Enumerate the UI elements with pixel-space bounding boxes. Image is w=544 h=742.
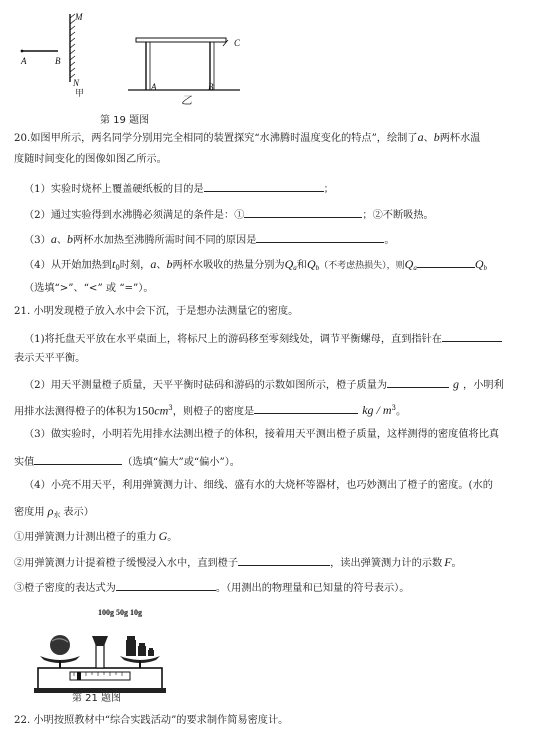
q21-s3-text: ③橙子密度的表达式为 <box>14 583 116 594</box>
q20-p2-mid: ；②不断吸热。 <box>362 210 434 221</box>
q21-p2-mass-blank[interactable] <box>387 376 449 388</box>
q21-p2-b2: ，则橙子的密度是 <box>172 406 255 418</box>
q20-var-a: a <box>417 130 424 144</box>
q20-p4-answer-blank[interactable] <box>417 256 475 268</box>
q20-p4-Qb: Q <box>306 257 316 271</box>
q21-s1-end: 。 <box>167 532 178 543</box>
q21-part2b <box>14 401 406 419</box>
q21-part1 <box>24 330 502 347</box>
q21-step3 <box>14 579 409 596</box>
figure-21-weights-label: 100g 50g 10g <box>98 608 142 617</box>
q20-p4-text: 两杯水吸收的热量分别为 <box>172 260 285 271</box>
q21-part4b <box>14 504 94 522</box>
q20-p4-pre: （4）从开始加热到 <box>24 260 112 271</box>
figure-19-caption: 第 19 题图 <box>100 115 150 126</box>
q20-p1-end: ； <box>323 184 334 195</box>
q20-part2 <box>24 206 434 223</box>
q21-p2-density-end: 。 <box>396 406 407 418</box>
q20-p2-answer-blank[interactable] <box>244 206 362 218</box>
q20-p4-Qb2: Q <box>474 257 484 271</box>
figure-19 <box>18 8 248 108</box>
label-A-yi: A <box>151 82 157 92</box>
q20-part1 <box>24 180 334 197</box>
q21-step2 <box>14 554 462 571</box>
q21-p2-volume-sup: 3 <box>168 404 173 412</box>
q21-s2-text: ②用弹簧测力计提着橙子缓慢浸入水中，直到橙子 <box>14 558 239 569</box>
q21-p4-text: （4）小亮不用天平，利用弹簧测力计、细线、盛有水的大烧杯等器材，也巧妙测出了橙子的密度。(水的 <box>24 480 493 491</box>
q21-s3-end: 。（用测出的物理量和已知量的符号表示）。 <box>215 583 410 594</box>
q20-p3-text: 两杯水加热至沸腾所需时间不同的原因是 <box>73 235 257 246</box>
q20-intro-end: 两杯水温 <box>439 133 481 144</box>
q21-p2-density-blank[interactable] <box>254 402 358 414</box>
q20-p3-a: a <box>50 232 57 246</box>
q21-p3-b: 实值 <box>14 457 35 468</box>
q21-s2-F: F <box>444 555 452 569</box>
question-22-intro <box>14 714 288 728</box>
q20-p4-mid: 时刻， <box>119 260 151 271</box>
q20-p4-Qb-sub: b <box>315 264 320 272</box>
q20-p4-t: t <box>111 257 116 271</box>
figure-19-yi-name: 乙 <box>181 94 192 107</box>
figure-19-jia-diagram <box>18 8 98 98</box>
q20-p3-b: b <box>67 232 74 246</box>
q20-p4-a: a <box>150 257 157 271</box>
q21-p3-text: （3）做实验时，小明若先用排水法测出橙子的体积，接着用天平测出橙子质量，这样测得的密度值将比真 <box>24 429 500 440</box>
q21-s2-answer-blank[interactable] <box>238 554 330 566</box>
q21-p3-b-end: （选填“偏大”或“偏小”）。 <box>122 457 240 468</box>
q20-part3 <box>24 231 395 248</box>
q21-p2-text: （2）用天平测量橙子质量，天平平衡时砝码和游码的示数如图所示，橙子质量为 <box>24 380 388 391</box>
q20-intro2: 度随时间变化的图像如图乙所示。 <box>14 154 167 165</box>
q20-p3-pre: （3） <box>24 235 51 246</box>
q21-p2-density-sup: 3 <box>391 404 397 412</box>
q21-p2-unit: g <box>453 377 460 391</box>
q20-p1-text: （1）实验时烧杯上覆盖硬纸板的目的是 <box>24 184 204 195</box>
label-B-jia: B <box>55 56 61 66</box>
q21-p1-b: 表示天平平衡。 <box>14 353 86 364</box>
q20-var-b: b <box>433 130 440 144</box>
q21-p2-density-unit: kg / m <box>362 403 392 418</box>
q21-p4-b-end: 表示） <box>63 507 94 518</box>
q20-p2-text: （2）通过实验得到水沸腾必须满足的条件是：① <box>24 210 245 221</box>
q20-intro2-line <box>14 153 167 167</box>
q21-p2-volume-unit: cm <box>154 403 169 418</box>
q20-intro: 20.如图甲所示，两名同学分别用完全相同的装置探究“水沸腾时温度变化的特点”，绘制了 <box>14 133 418 144</box>
q20-p4-Qa-sub: a <box>293 264 297 272</box>
q21-s3-answer-blank[interactable] <box>116 579 216 591</box>
q21-intro: 21. 小明发现橙子放入水中会下沉，于是想办法测量它的密度。 <box>14 306 299 317</box>
q20-intro-line <box>14 130 481 146</box>
q20-p3-answer-blank[interactable] <box>256 231 384 243</box>
q21-p1-answer-blank[interactable] <box>442 330 502 342</box>
q21-part2 <box>24 376 504 393</box>
q20-p4-t0: 0 <box>115 264 120 272</box>
q22-intro-text: 22. 小明按照教材中“综合实践活动”的要求制作简易密度计。 <box>14 715 289 726</box>
q20-p3-sep: 、 <box>56 235 68 246</box>
balance-scale-illustration <box>30 616 170 696</box>
q21-s1-G: G <box>158 529 168 543</box>
q21-p3-answer-blank[interactable] <box>34 453 122 465</box>
q20-p4-note: （不考虑热损失），则 <box>319 261 405 271</box>
question-20 <box>14 130 534 310</box>
q20-p4-Qa: Q <box>284 257 294 271</box>
question-21 <box>14 305 534 605</box>
q21-s2-end: 。 <box>451 558 462 569</box>
q21-part1b <box>14 352 85 366</box>
q21-p2-b: 用排水法测得橙子的体积为 <box>14 406 137 418</box>
q20-p4-Qa2: Q <box>404 257 414 271</box>
q20-p4-Qa2-sub: a <box>413 264 417 272</box>
q20-p3-end: 。 <box>384 235 395 246</box>
q20-p4-b: b <box>166 257 173 271</box>
label-A-jia: A <box>21 56 27 66</box>
q20-p4-choice: （选填“>”、“<” 或 “=”）。 <box>24 283 154 294</box>
q21-p4-rho: ρ <box>47 504 54 518</box>
q20-p4-and: 和 <box>296 260 307 271</box>
label-M: M <box>75 12 83 22</box>
q21-s2-mid: ，读出弹簧测力计的示数 <box>330 558 443 569</box>
q20-p4-sep: 、 <box>156 260 167 271</box>
q21-p2-volume: 150 <box>136 403 155 418</box>
q21-p4-b: 密度用 <box>14 507 45 518</box>
figure-21-caption: 第 21 题图 <box>72 693 122 704</box>
q21-intro-line <box>14 305 298 319</box>
q21-s1-text: ①用弹簧测力计测出橙子的重力 <box>14 532 157 543</box>
q21-part4 <box>24 479 493 493</box>
label-B-yi: B <box>208 82 214 92</box>
label-N: N <box>73 78 80 88</box>
q20-part4 <box>24 256 487 275</box>
q20-p1-answer-blank[interactable] <box>204 180 324 192</box>
q20-sep: 、 <box>423 133 434 144</box>
figure-19-jia-name: 甲 <box>75 89 85 99</box>
q21-part3 <box>24 428 499 442</box>
q21-p4-rho-sub: 水 <box>53 511 61 519</box>
q21-p1-text: （1)将托盘天平放在水平桌面上，将标尺上的游码移至零刻线处，调节平衡螺母，直到指针在 <box>24 334 442 345</box>
q21-step1 <box>14 529 177 545</box>
q20-part4-choice <box>24 282 154 296</box>
q21-p2-end: ，小明利 <box>463 380 504 391</box>
q20-p4-Qb2-sub: b <box>483 264 487 272</box>
label-C-yi: C <box>234 38 241 48</box>
q21-part3b <box>14 453 240 470</box>
